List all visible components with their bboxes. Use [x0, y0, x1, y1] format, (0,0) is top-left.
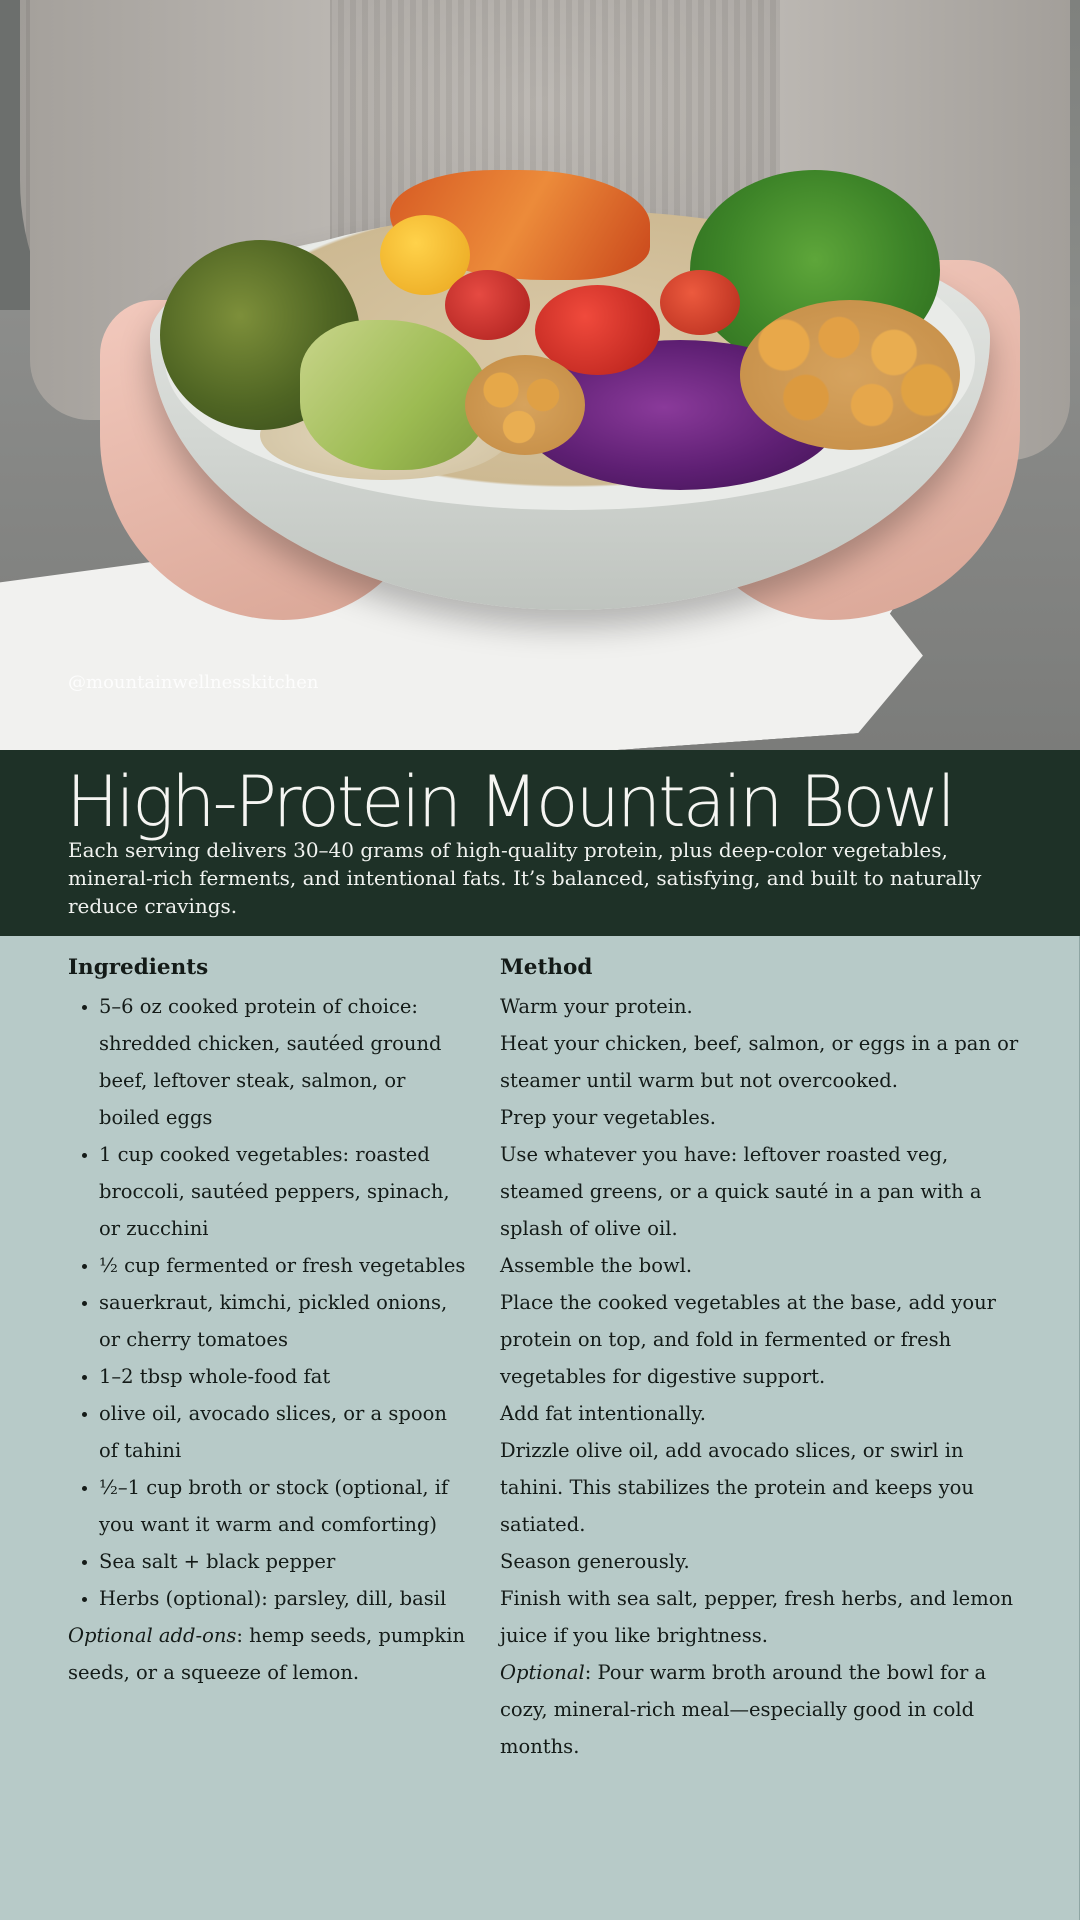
- method-step-title: Season generously.: [500, 1550, 690, 1573]
- hero-photo: [0, 0, 1080, 750]
- ingredient-item: • 1 cup cooked vegetables: roasted broccoli, sautéed peppers, spinach, or zucchini: [99, 1136, 468, 1247]
- method-heading: Method: [500, 955, 593, 980]
- photo-tomato: [445, 270, 530, 340]
- ingredients-heading: Ingredients: [68, 955, 209, 980]
- optional-addons-label: Optional add-ons: [68, 1624, 237, 1647]
- method-step-text: Place the cooked vegetables at the base, add your protein on top, and fold in fermented or fresh vegetables for digestive support.: [500, 1291, 996, 1388]
- recipe-content: [0, 936, 1080, 1920]
- method-optional-label: Optional: [500, 1661, 585, 1684]
- page-subtitle: Each serving delivers 30–40 grams of high-quality protein, plus deep-color vegetables, mineral-rich ferments, and intentional fats. It’s balanced, satisfying, and built to naturally reduce cravings.: [68, 838, 982, 918]
- method-optional-text: : Pour warm broth around the bowl for a cozy, mineral-rich meal—especially good in cold months.: [500, 1661, 987, 1758]
- method-optional-note: [500, 1654, 1020, 1765]
- method-step-title: Prep your vegetables.: [500, 1106, 717, 1129]
- ingredient-item: • 1–2 tbsp whole-food fat: [99, 1358, 468, 1395]
- ingredient-item: • sauerkraut, kimchi, pickled onions, or cherry tomatoes: [99, 1284, 468, 1358]
- ingredient-item: • Sea salt + black pepper: [99, 1543, 468, 1580]
- optional-addons: [68, 1617, 468, 1691]
- photo-tomato: [660, 270, 740, 335]
- method-step-title: Assemble the bowl.: [500, 1254, 693, 1277]
- optional-addons-text: : hemp seeds, pumpkin seeds, or a squeeze of lemon.: [68, 1624, 466, 1684]
- photo-chickpeas: [740, 300, 960, 450]
- method-step-text: Use whatever you have: leftover roasted veg, steamed greens, or a quick sauté in a pan with a splash of olive oil.: [500, 1143, 982, 1240]
- ingredient-item: • olive oil, avocado slices, or a spoon of tahini: [99, 1395, 468, 1469]
- method-column: [500, 948, 1020, 1765]
- ingredient-item: • 5–6 oz cooked protein of choice: shredded chicken, sautéed ground beef, leftover steak, salmon, or boiled eggs: [99, 988, 468, 1136]
- title-band: [0, 750, 1080, 936]
- ingredient-item: • ½–1 cup broth or stock (optional, if you want it warm and comforting): [99, 1469, 468, 1543]
- ingredient-item: • ½ cup fermented or fresh vegetables: [99, 1247, 468, 1284]
- method-step-title: Warm your protein.: [500, 995, 693, 1018]
- method-step-text: Drizzle olive oil, add avocado slices, or swirl in tahini. This stabilizes the protein and keeps you satiated.: [500, 1439, 974, 1536]
- method-step-title: Add fat intentionally.: [500, 1402, 706, 1425]
- method-step-text: Heat your chicken, beef, salmon, or eggs in a pan or steamer until warm but not overcooked.: [500, 1032, 1019, 1092]
- ingredients-list: [68, 988, 468, 1617]
- photo-chickpeas: [465, 355, 585, 455]
- page-title: High-Protein Mountain Bowl: [66, 761, 954, 843]
- watermark-handle: @mountainwellnesskitchen: [68, 672, 319, 693]
- ingredients-column: [68, 948, 468, 1691]
- ingredient-item: • Herbs (optional): parsley, dill, basil: [99, 1580, 468, 1617]
- method-step-text: Finish with sea salt, pepper, fresh herbs, and lemon juice if you like brightness.: [500, 1587, 1014, 1647]
